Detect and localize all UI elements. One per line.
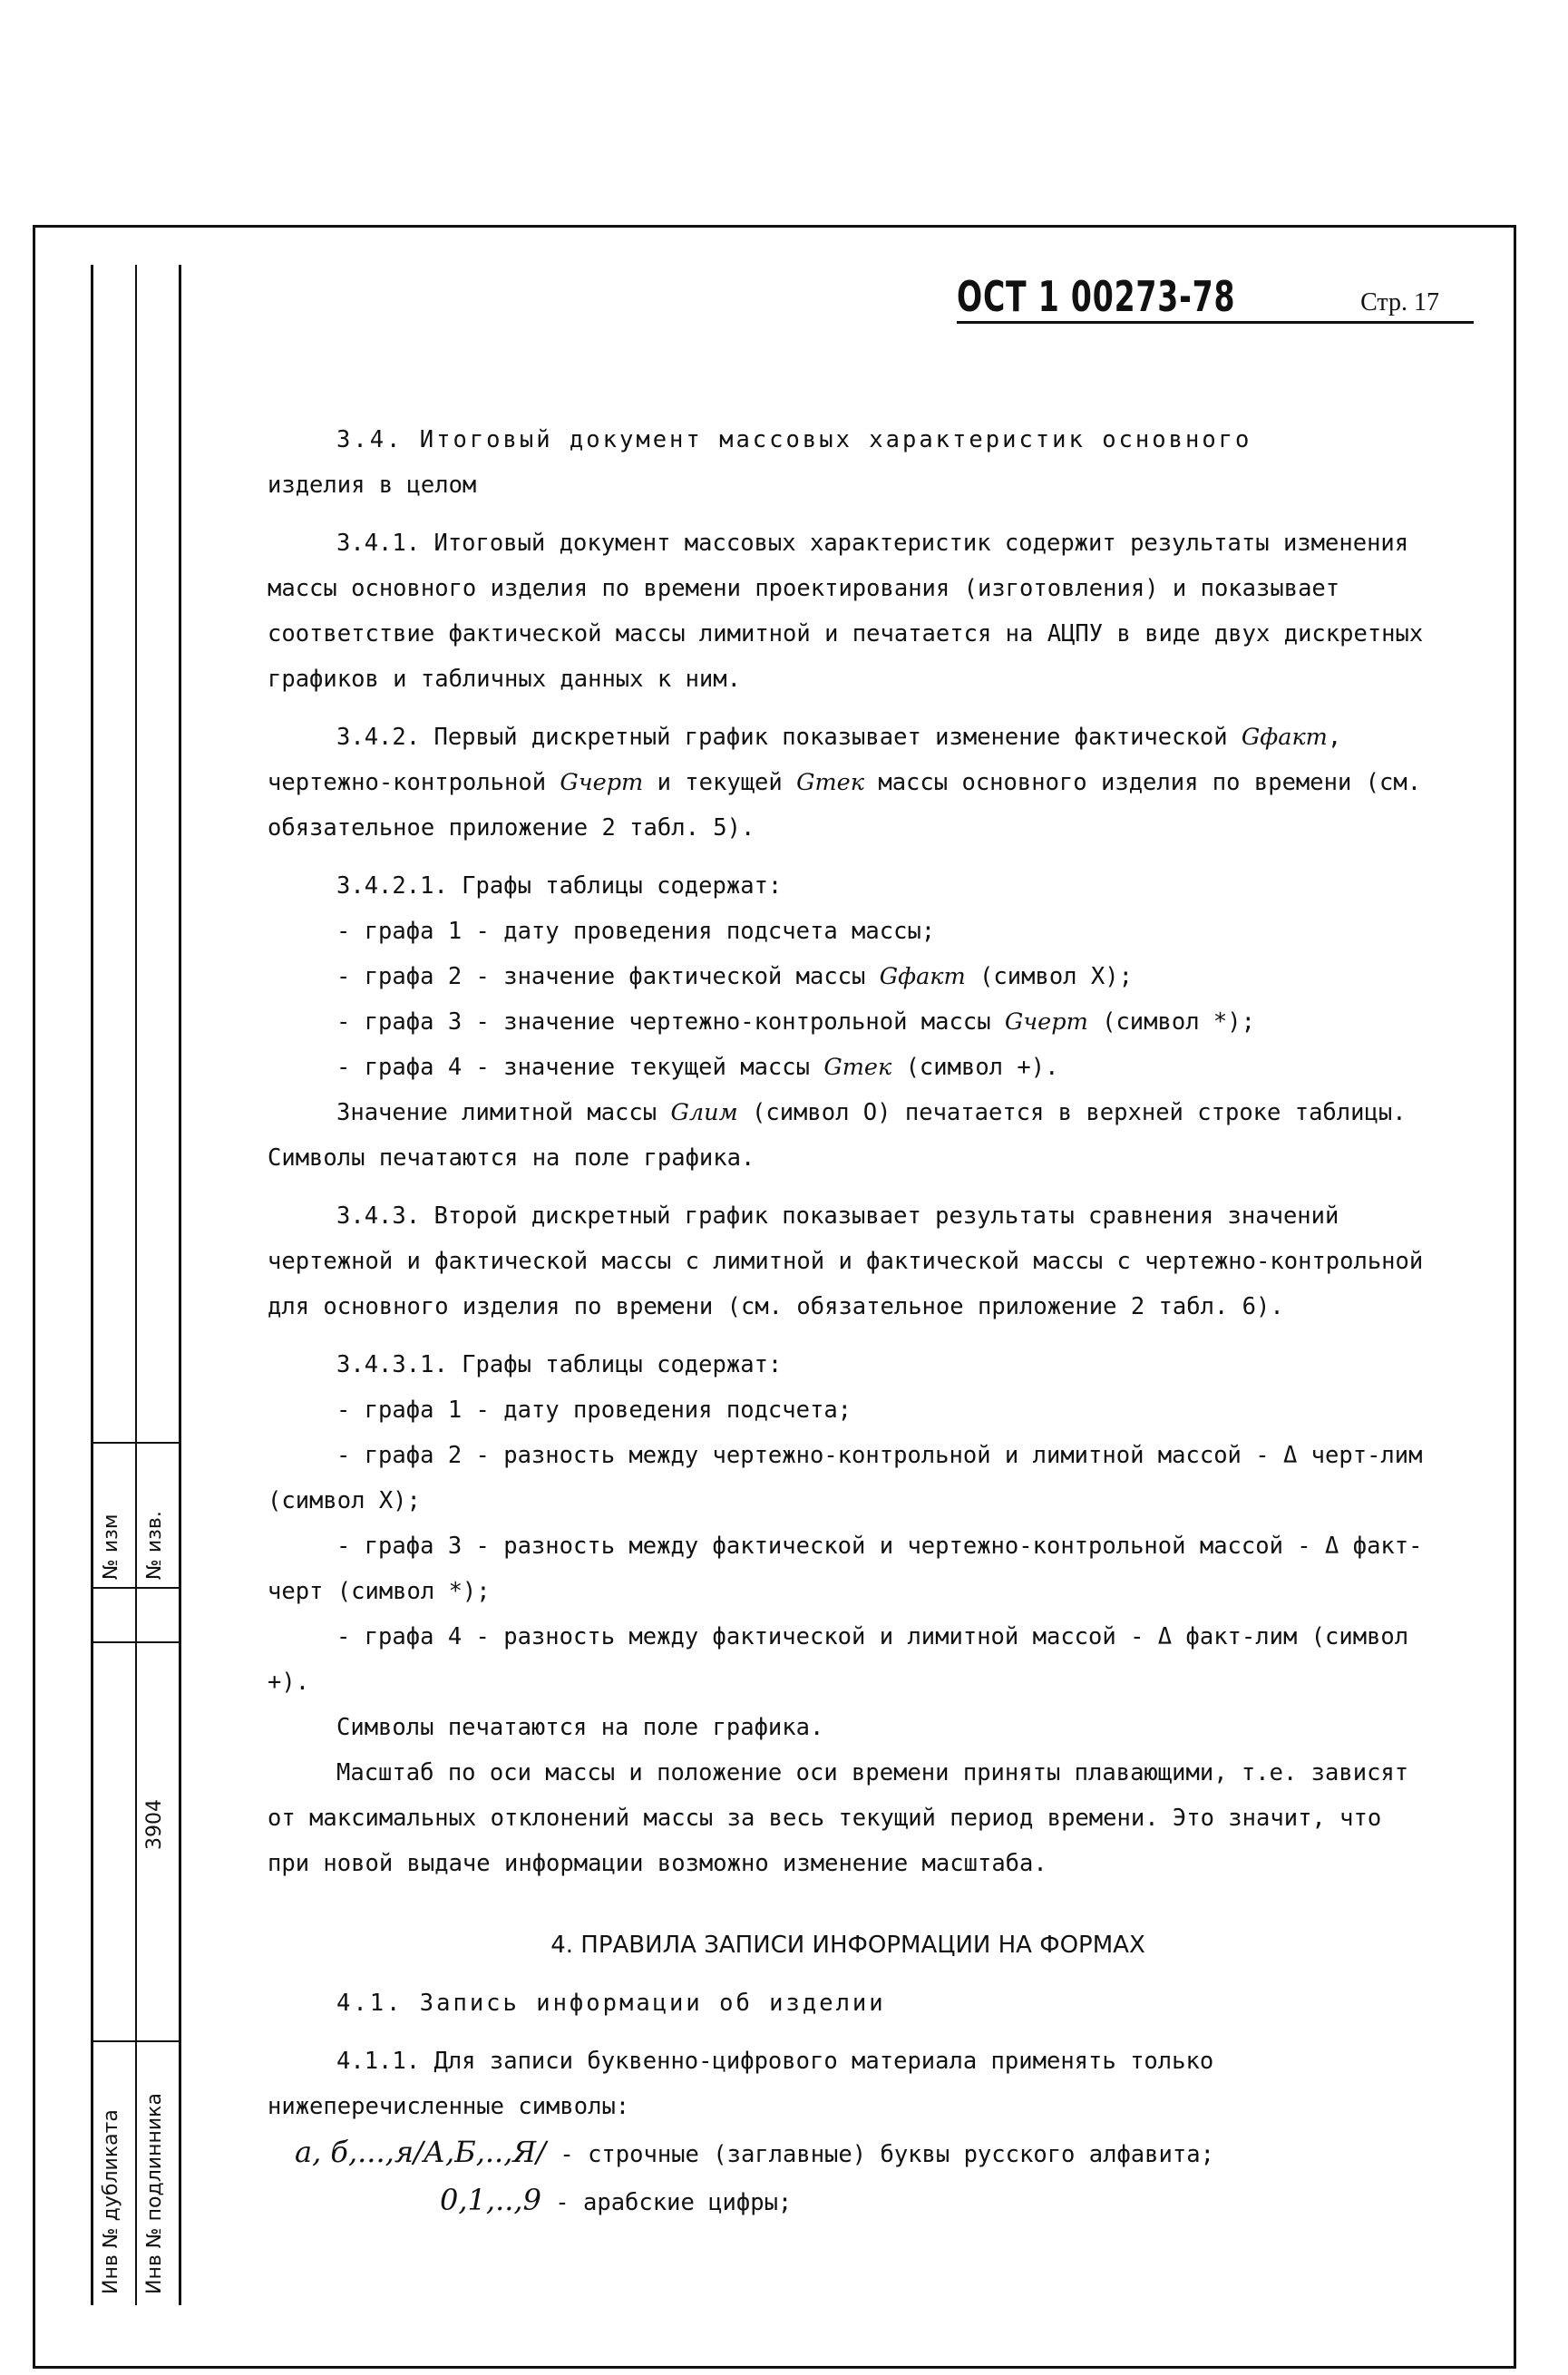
section-3-4-title: 3.4. Итоговый документ массовых характеристик основного (336, 426, 1252, 453)
symbol-g-tek: Gтек (796, 769, 864, 796)
margin-divider (135, 265, 137, 2305)
margin-cell-line (91, 1442, 181, 1444)
margin-cell-line (91, 1641, 181, 1643)
paragraph-3-4-2: 3.4.2. Первый дискретный график показывает изменение фактической Gфакт, чертежно-контрольной Gчерт и текущей Gтек массы основного изделия по времени (см. обязательное приложение 2 табл. 5). (268, 724, 1422, 842)
list-item: - графа 2 - разность между чертежно-контрольной и лимитной массой - Δ черт-лим (символ X); (268, 1442, 1423, 1514)
margin-cell-line (91, 2040, 181, 2042)
list-item: - графа 1 - дату проведения подсчета массы; (336, 918, 936, 945)
list-item: - графа 4 - значение текущей массы Gтек (символ +). (336, 1054, 1059, 1081)
document-body (268, 417, 1428, 2225)
paragraph-4-1-1: 4.1.1. Для записи буквенно-цифрового материала применять только нижеперечисленные символы: (268, 2048, 1214, 2120)
letters-line: а, б,...,я/А,Б,..,Я/ - строчные (заглавные) буквы русского алфавита; (295, 2135, 1214, 2169)
margin-label-izv: № изв. (143, 1511, 166, 1580)
paragraph-lim: Значение лимитной массы Gлим (символ O) печатается в верхней строке таблицы. Символы печатаются на поле графика. (268, 1099, 1407, 1172)
symbol-g-chert: Gчерт (560, 769, 644, 796)
page-number: Стр. 17 (1360, 288, 1439, 316)
list-item: - графа 2 - значение фактической массы Gфакт (символ X); (336, 963, 1133, 990)
letters-symbols: а, б,...,я/А,Б,..,Я/ (295, 2135, 547, 2169)
margin-cell-line (91, 1587, 181, 1589)
symbol-g-lim: Gлим (670, 1099, 738, 1126)
margin-label-podlinnik: Инв № подлинника (143, 2093, 166, 2294)
margin-label-number: 3904 (143, 1799, 166, 1850)
list-item: - графа 3 - значение чертежно-контрольной массы Gчерт (символ *); (336, 1008, 1255, 1036)
scale-note: Масштаб по оси массы и положение оси времени приняты плавающими, т.е. зависят от максимальных отклонений массы за весь текущий период времени. Это значит, что при новой выдаче информации возможно изменение масштаба. (268, 1759, 1409, 1877)
list-item: - графа 3 - разность между фактической и чертежно-контрольной массой - Δ факт-черт (символ *); (268, 1533, 1423, 1605)
paragraph-3-4-2-1: 3.4.2.1. Графы таблицы содержат: (336, 872, 783, 900)
digits-symbols: 0,1,..,9 (440, 2183, 541, 2217)
paragraph-3-4-1: 3.4.1. Итоговый документ массовых характеристик содержит результаты изменения массы основного изделия по времени проектирования (изготовления) и показывает соответствие фактической массы лимитной и печатается на АЦПУ в виде двух дискретных графиков и табличных данных к ним. (268, 530, 1424, 693)
section-3-4-title-cont: изделия в целом (268, 472, 477, 499)
document-code: ОСТ 1 00273-78 (957, 272, 1236, 321)
paragraph-3-4-3-1: 3.4.3.1. Графы таблицы содержат: (336, 1351, 783, 1378)
margin-label-izm: № изм (100, 1514, 122, 1580)
symbols-note: Символы печатаются на поле графика. (336, 1714, 824, 1741)
list-item: - графа 1 - дату проведения подсчета; (336, 1397, 852, 1424)
margin-stamp-strip (91, 265, 181, 2305)
page-header (957, 272, 1474, 324)
paragraph-3-4-3: 3.4.3. Второй дискретный график показывает результаты сравнения значений чертежной и фактической массы с лимитной и фактической массы с чертежно-контрольной для основного изделия по времени (см. обязательное приложение 2 табл. 6). (268, 1202, 1424, 1320)
symbol-g-fakt: Gфакт (1241, 724, 1328, 751)
list-item: - графа 4 - разность между фактической и лимитной массой - Δ факт-лим (символ +). (268, 1623, 1409, 1696)
section-4-title: 4. ПРАВИЛА ЗАПИСИ ИНФОРМАЦИИ НА ФОРМАХ (550, 1932, 1145, 1959)
margin-label-dublikat: Инв № дубликата (100, 2109, 122, 2294)
digits-line: 0,1,..,9 - арабские цифры; (440, 2183, 793, 2217)
section-4-1-title: 4.1. Запись информации об изделии (336, 1990, 886, 2017)
